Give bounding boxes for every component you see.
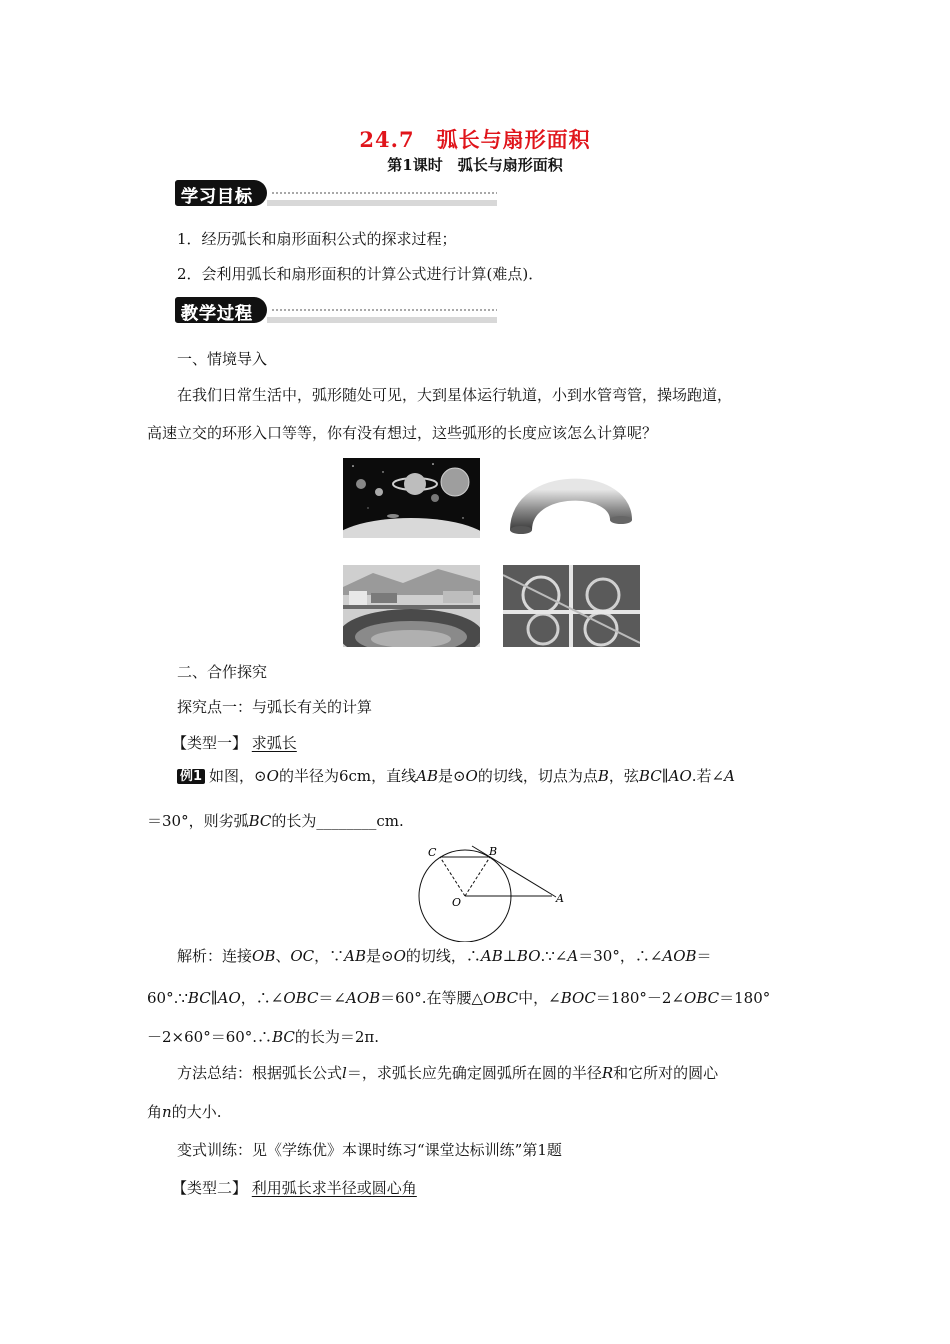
method-line-2: 角n的大小. [147, 1103, 222, 1121]
label-O: O [452, 896, 462, 909]
explore-point-1: 探究点一：与弧长有关的计算 [177, 698, 373, 716]
goals-banner-pill [175, 180, 267, 206]
type2-heading [172, 1178, 417, 1198]
type2-title: 利用弧长求半径或圆心角 [251, 1179, 417, 1197]
example-badge: 例1 [177, 769, 205, 784]
page-subtitle: 第1课时 弧长与扇形面积 [387, 156, 563, 174]
banner-bar [267, 317, 497, 323]
process-banner-label: 教学过程 [181, 304, 253, 324]
interchange-photo [503, 565, 640, 647]
example1-line-1: 例1 如图，⊙O的半径为6cm，直线AB是⊙O的切线，切点为点B，弦BC∥AO.若∠A [177, 766, 735, 786]
section-heading-2: 二、合作探究 [177, 663, 268, 681]
intro-line-2: 高速立交的环形入口等等，你有没有想过，这些弧形的长度应该怎么计算呢？ [147, 424, 658, 442]
label-B: B [489, 845, 498, 858]
type1-tag: 【类型一】 [172, 734, 248, 752]
label-A: A [556, 892, 564, 905]
planets-photo [343, 458, 480, 538]
solution-line-2: 60°.∵BC∥AO，∴∠OBC＝∠AOB＝60°.在等腰△OBC中，∠BOC＝180°－2∠OBC＝180° [147, 989, 771, 1007]
banner-bar [267, 200, 497, 206]
example1-line-2: ＝30°，则劣弧BC的长为________cm. [147, 812, 404, 830]
solution-line-3: －2×60°＝60°.∴BC的长为＝2π. [147, 1028, 380, 1046]
goals-banner [175, 180, 500, 206]
type2-tag: 【类型二】 [172, 1179, 248, 1197]
page-title: 24.7 弧长与扇形面积 [359, 127, 591, 152]
intro-line-1: 在我们日常生活中，弧形随处可见，大到星体运行轨道，小到水管弯管，操场跑道， [177, 386, 733, 404]
banner-dots [271, 309, 497, 311]
variant-training: 变式训练：见《学练优》本课时练习“课堂达标训练”第1题 [177, 1141, 562, 1159]
goal-item-2: 2．会利用弧长和扇形面积的计算公式进行计算(难点)． [177, 265, 544, 283]
process-banner [175, 297, 500, 323]
solution-line-1: 解析：连接OB、OC，∵AB是⊙O的切线，∴AB⊥BO.∵∠A＝30°，∴∠AOB＝ [177, 947, 712, 965]
type1-title: 求弧长 [251, 734, 297, 752]
type1-heading [172, 733, 297, 753]
section-heading-1: 一、情境导入 [177, 350, 268, 368]
goal-item-1: 1．经历弧长和扇形面积公式的探求过程； [177, 230, 457, 248]
process-banner-pill [175, 297, 267, 323]
label-C: C [428, 846, 437, 859]
stadium-photo [343, 565, 480, 647]
circle-tangent-figure [410, 842, 580, 942]
bent-pipe-photo [503, 458, 640, 538]
goals-banner-label: 学习目标 [181, 187, 253, 207]
method-line-1: 方法总结：根据弧长公式l＝，求弧长应先确定圆弧所在圆的半径R和它所对的圆心 [177, 1064, 719, 1082]
banner-dots [271, 192, 497, 194]
